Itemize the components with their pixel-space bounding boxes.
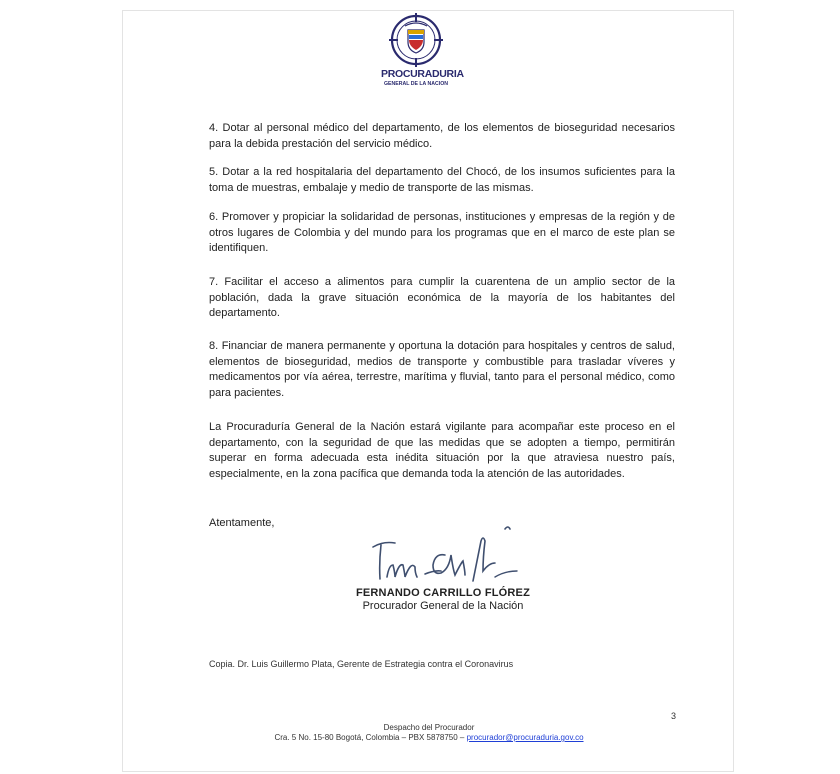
paragraph-item-5	[209, 165, 675, 196]
footer-contact	[123, 733, 735, 743]
paragraph-item-8	[209, 339, 675, 401]
paragraph-text: 7. Facilitar el acceso a alimentos para cumplir la cuarentena de un amplio sector de la población, dada la grave situación económica de la mayoría de los habitantes del departamento.	[209, 276, 675, 319]
paragraph-item-6	[209, 210, 675, 257]
paragraph-item-4	[209, 121, 675, 152]
paragraph-text: 4. Dotar al personal médico del departamento, de los elementos de bioseguridad necesarios para la debida prestación del servicio médico.	[209, 122, 675, 150]
document-page[interactable]	[122, 10, 734, 772]
procuraduria-logo	[381, 12, 464, 96]
paragraph-item-7	[209, 275, 675, 322]
footer-address: Cra. 5 No. 15-80 Bogotá, Colombia – PBX 5878750 –	[274, 733, 467, 742]
footer-email-link[interactable]: procurador@procuraduria.gov.co	[466, 733, 584, 742]
closing-salutation: Atentamente,	[209, 517, 275, 529]
paragraph-text: 5. Dotar a la red hospitalaria del departamento del Chocó, de los insumos suficientes para la toma de muestras, embalaje y medio de transporte de las mismas.	[209, 166, 675, 194]
signatory-title: Procurador General de la Nación	[362, 600, 524, 612]
logo-subtitle: GENERAL DE LA NACION	[384, 81, 448, 87]
signatory-name: FERNANDO CARRILLO FLÓREZ	[355, 587, 531, 599]
closing-paragraph	[209, 420, 675, 482]
footer-office: Despacho del Procurador	[383, 723, 475, 732]
logo-name: PROCURADURIA	[381, 68, 464, 80]
paragraph-text: 8. Financiar de manera permanente y oportuna la dotación para hospitales y centros de salud, elementos de bioseguridad, medios de transporte y combustible para trasladar víveres y medicamentos por vía aérea, terrestre, marítima y fluvial, tanto para el personal médico, como para pacientes.	[209, 340, 675, 399]
paragraph-text: La Procuraduría General de la Nación estará vigilante para acompañar este proceso en el departamento, con la seguridad de que las medidas que se adopten a tiempo, permitirán superar en forma adecuada esta inédita situación por la que atraviesa nuestro país, especialmente, en la zona pacífica que demanda toda la atención de las autoridades.	[209, 421, 675, 480]
signature-block	[323, 547, 563, 612]
copy-note: Copia. Dr. Luis Guillermo Plata, Gerente de Estrategia contra el Coronavirus	[209, 659, 514, 669]
crest-emblem-icon	[381, 12, 451, 68]
page-number: 3	[671, 711, 677, 721]
page-footer	[123, 723, 735, 743]
paragraph-text: 6. Promover y propiciar la solidaridad de personas, instituciones y empresas de la región y de otros lugares de Colombia y del mundo para los programas que en el marco de este plan se identifiquen.	[209, 211, 675, 254]
